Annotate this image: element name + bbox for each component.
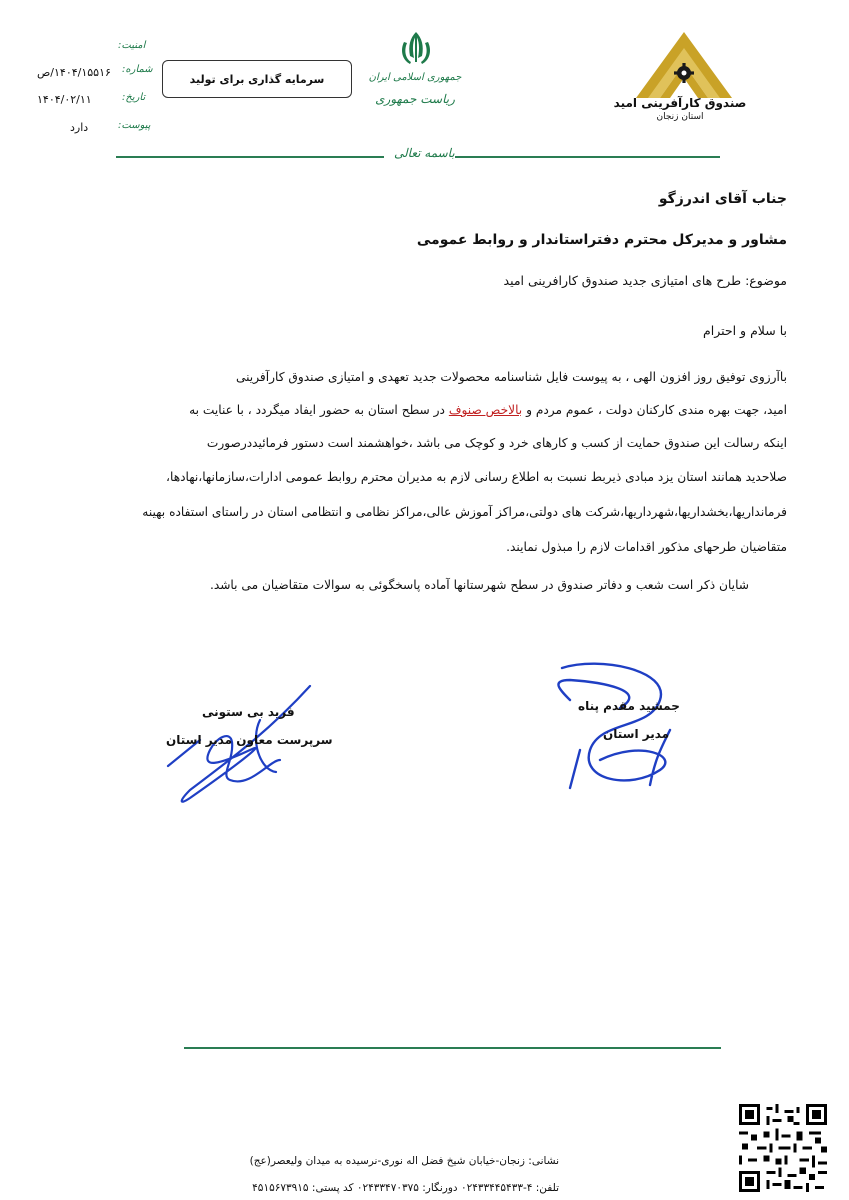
logo-name: صندوق کارآفرینی امید [613, 96, 747, 110]
signer-right-name: جمشید مقدم پناه [578, 699, 680, 713]
footer-divider [184, 1047, 721, 1049]
paragraph-line: اینکه رسالت این صندوق حمایت از کسب و کارهای خرد و کوچک می باشد ،خواهشمند است دستور فرمائیددرصورت [206, 436, 787, 450]
recipient-name: جناب آقای اندرزگو [658, 191, 787, 207]
paragraph-text: در سطح استان به حضور ایفاد میگردد ، با عنایت به [189, 403, 449, 417]
number-label: شماره: [122, 64, 153, 75]
iran-emblem-icon [398, 28, 434, 68]
paragraph-line-highlighted [189, 403, 787, 417]
paragraph-line: فرمانداریها،بخشداریها،شهرداریها،شرکت های دولتی،مراکز آموزش عالی،مراکز نظامی و انتظامی استان در راستای استفاده بهینه [142, 505, 787, 519]
header-divider-right [455, 156, 720, 158]
highlighted-text: بالاخص صنوف [448, 403, 523, 417]
greeting: با سلام و احترام [703, 323, 787, 338]
subject-box: سرمایه گذاری برای تولید [162, 60, 352, 98]
qr-code-icon [739, 1104, 827, 1192]
paragraph-line: صلاحدید همانند استان یزد مبادی ذیربط نسبت به اطلاع رسانی لازم به مدیران محترم روابط عمومی ادارات،سازمانها،نهادها، [166, 470, 787, 484]
signer-left-name: فرید بی ستونی [202, 705, 295, 719]
emblem-line-1: جمهوری اسلامی ایران [368, 72, 462, 83]
recipient-title: مشاور و مدیرکل محترم دفتراستاندار و روابط عمومی [416, 232, 787, 248]
emblem-line-2: ریاست جمهوری [375, 92, 455, 106]
header-divider-left [116, 156, 384, 158]
letter-subject: موضوع: طرح های امتیازی جدید صندوق کارافرینی امید [503, 273, 787, 288]
paragraph-line: باآرزوی توفیق روز افزون الهی ، به پیوست فایل شناسنامه محصولات جدید تعهدی و امتیازی صندوق کارآفرینی [235, 370, 787, 384]
attachment-value: دارد [70, 121, 89, 134]
letter-date: ۱۴۰۴/۰۲/۱۱ [37, 93, 92, 106]
signer-right-title: مدیر استان [603, 727, 670, 741]
paragraph-line: متقاضیان طرحهای مذکور اقدامات لازم را مبذول نمایند. [506, 540, 787, 554]
bismillah: باسمه تعالی [394, 146, 455, 160]
paragraph-text: امید، جهت بهره مندی کارکنان دولت ، عموم مردم و [522, 403, 787, 417]
attachment-label: پیوست: [118, 120, 151, 131]
logo-province: استان زنجان [656, 112, 704, 122]
signer-left-title: سرپرست معاون مدیر استان [166, 733, 333, 747]
classification-label: امنیت: [118, 40, 146, 51]
date-label: تاریخ: [122, 92, 146, 103]
closing-line: شایان ذکر است شعب و دفاتر صندوق در سطح شهرستانها آماده پاسخگوئی به سوالات متقاضیان می باشد. [209, 578, 749, 592]
footer-contact: تلفن: ۴-۰۲۴۳۳۴۴۵۴۳۳ دورنگار: ۰۲۴۳۳۴۷۰۳۷۵ کد پستی: ۴۵۱۵۶۷۳۹۱۵ [252, 1182, 559, 1194]
footer-address: نشانی: زنجان-خیابان شیخ فضل اله نوری-نرسیده به میدان ولیعصر(عج) [249, 1155, 559, 1167]
letter-number: ۱۴۰۴/۱۵۵۱۶/ص [37, 66, 111, 79]
